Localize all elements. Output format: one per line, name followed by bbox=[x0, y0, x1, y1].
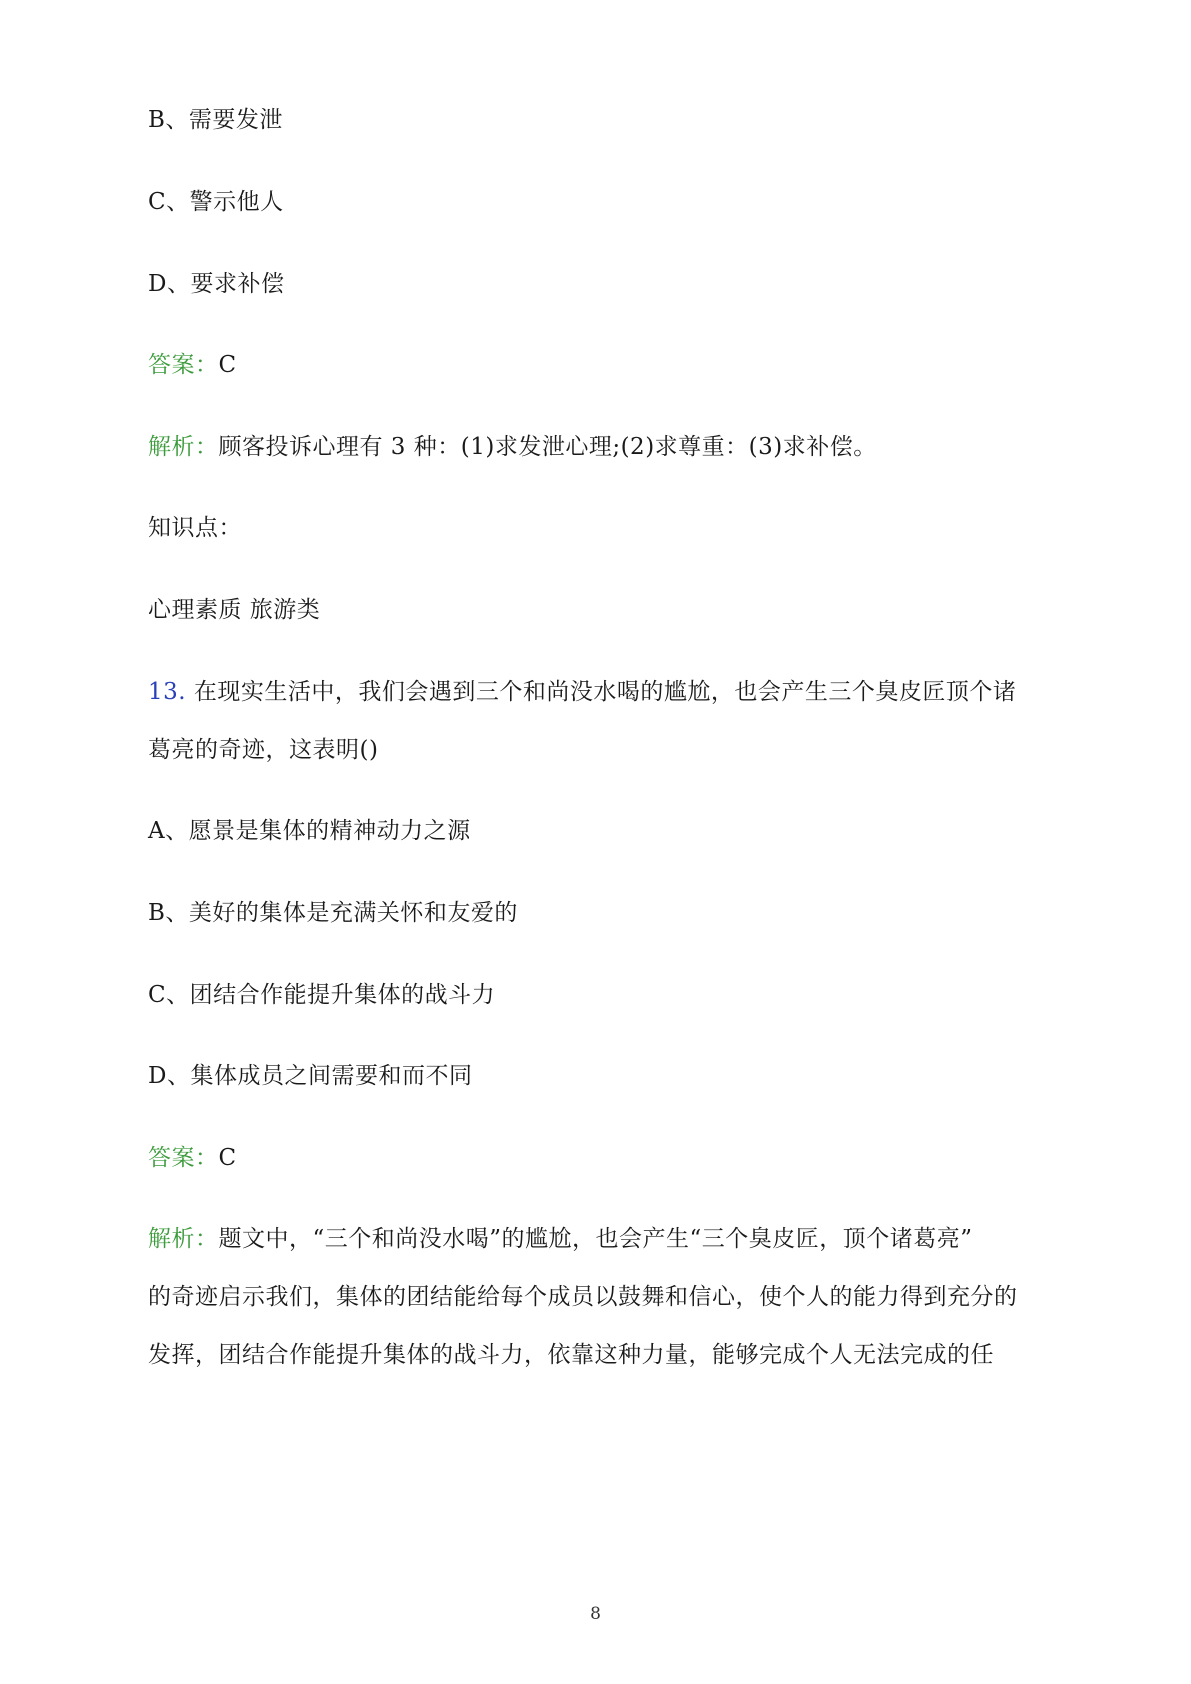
answer-value: C bbox=[218, 352, 237, 378]
q13-analysis-line-2: 的奇迹启示我们，集体的团结能给每个成员以鼓舞和信心，使个人的能力得到充分的 bbox=[148, 1284, 1018, 1310]
q13-analysis-line-1 bbox=[148, 1222, 1068, 1256]
q13-option-d: D、集体成员之间需要和而不同 bbox=[148, 1063, 473, 1089]
question-stem-text: 在现实生活中，我们会遇到三个和尚没水喝的尴尬，也会产生三个臭皮匠顶个诸 bbox=[186, 679, 1017, 705]
q12-option-c: C、警示他人 bbox=[148, 189, 284, 215]
q13-option-b: B、美好的集体是充满关怀和友爱的 bbox=[148, 900, 518, 926]
q12-knowledge-value: 心理素质 旅游类 bbox=[148, 597, 321, 623]
q13-answer bbox=[148, 1141, 1068, 1175]
q12-option-b: B、需要发泄 bbox=[148, 107, 283, 133]
q12-option-d: D、要求补偿 bbox=[148, 271, 285, 297]
q12-analysis bbox=[148, 430, 1068, 464]
q13-analysis-line-3: 发挥，团结合作能提升集体的战斗力，依靠这种力量，能够完成个人无法完成的任 bbox=[148, 1342, 994, 1368]
question-number: 13 bbox=[148, 679, 179, 705]
q12-answer bbox=[148, 348, 1068, 382]
q12-knowledge-label: 知识点： bbox=[148, 515, 242, 541]
answer-value: C bbox=[218, 1145, 237, 1171]
analysis-text: 顾客投诉心理有 3 种：(1)求发泄心理;(2)求尊重：(3)求补偿。 bbox=[218, 434, 877, 460]
analysis-label: 解析： bbox=[148, 1226, 219, 1252]
q13-stem-line-2: 葛亮的奇迹，这表明() bbox=[148, 737, 379, 763]
q13-option-a: A、愿景是集体的精神动力之源 bbox=[148, 818, 471, 844]
answer-label: 答案： bbox=[148, 1145, 219, 1171]
analysis-label: 解析： bbox=[148, 434, 219, 460]
q13-option-c: C、团结合作能提升集体的战斗力 bbox=[148, 982, 496, 1008]
question-number-separator: . bbox=[178, 679, 187, 705]
answer-label: 答案： bbox=[148, 352, 219, 378]
analysis-text: 题文中，“三个和尚没水喝”的尴尬，也会产生“三个臭皮匠，顶个诸葛亮” bbox=[218, 1226, 973, 1252]
page-number: 8 bbox=[590, 1604, 601, 1624]
q13-stem-line-1 bbox=[148, 675, 1068, 709]
